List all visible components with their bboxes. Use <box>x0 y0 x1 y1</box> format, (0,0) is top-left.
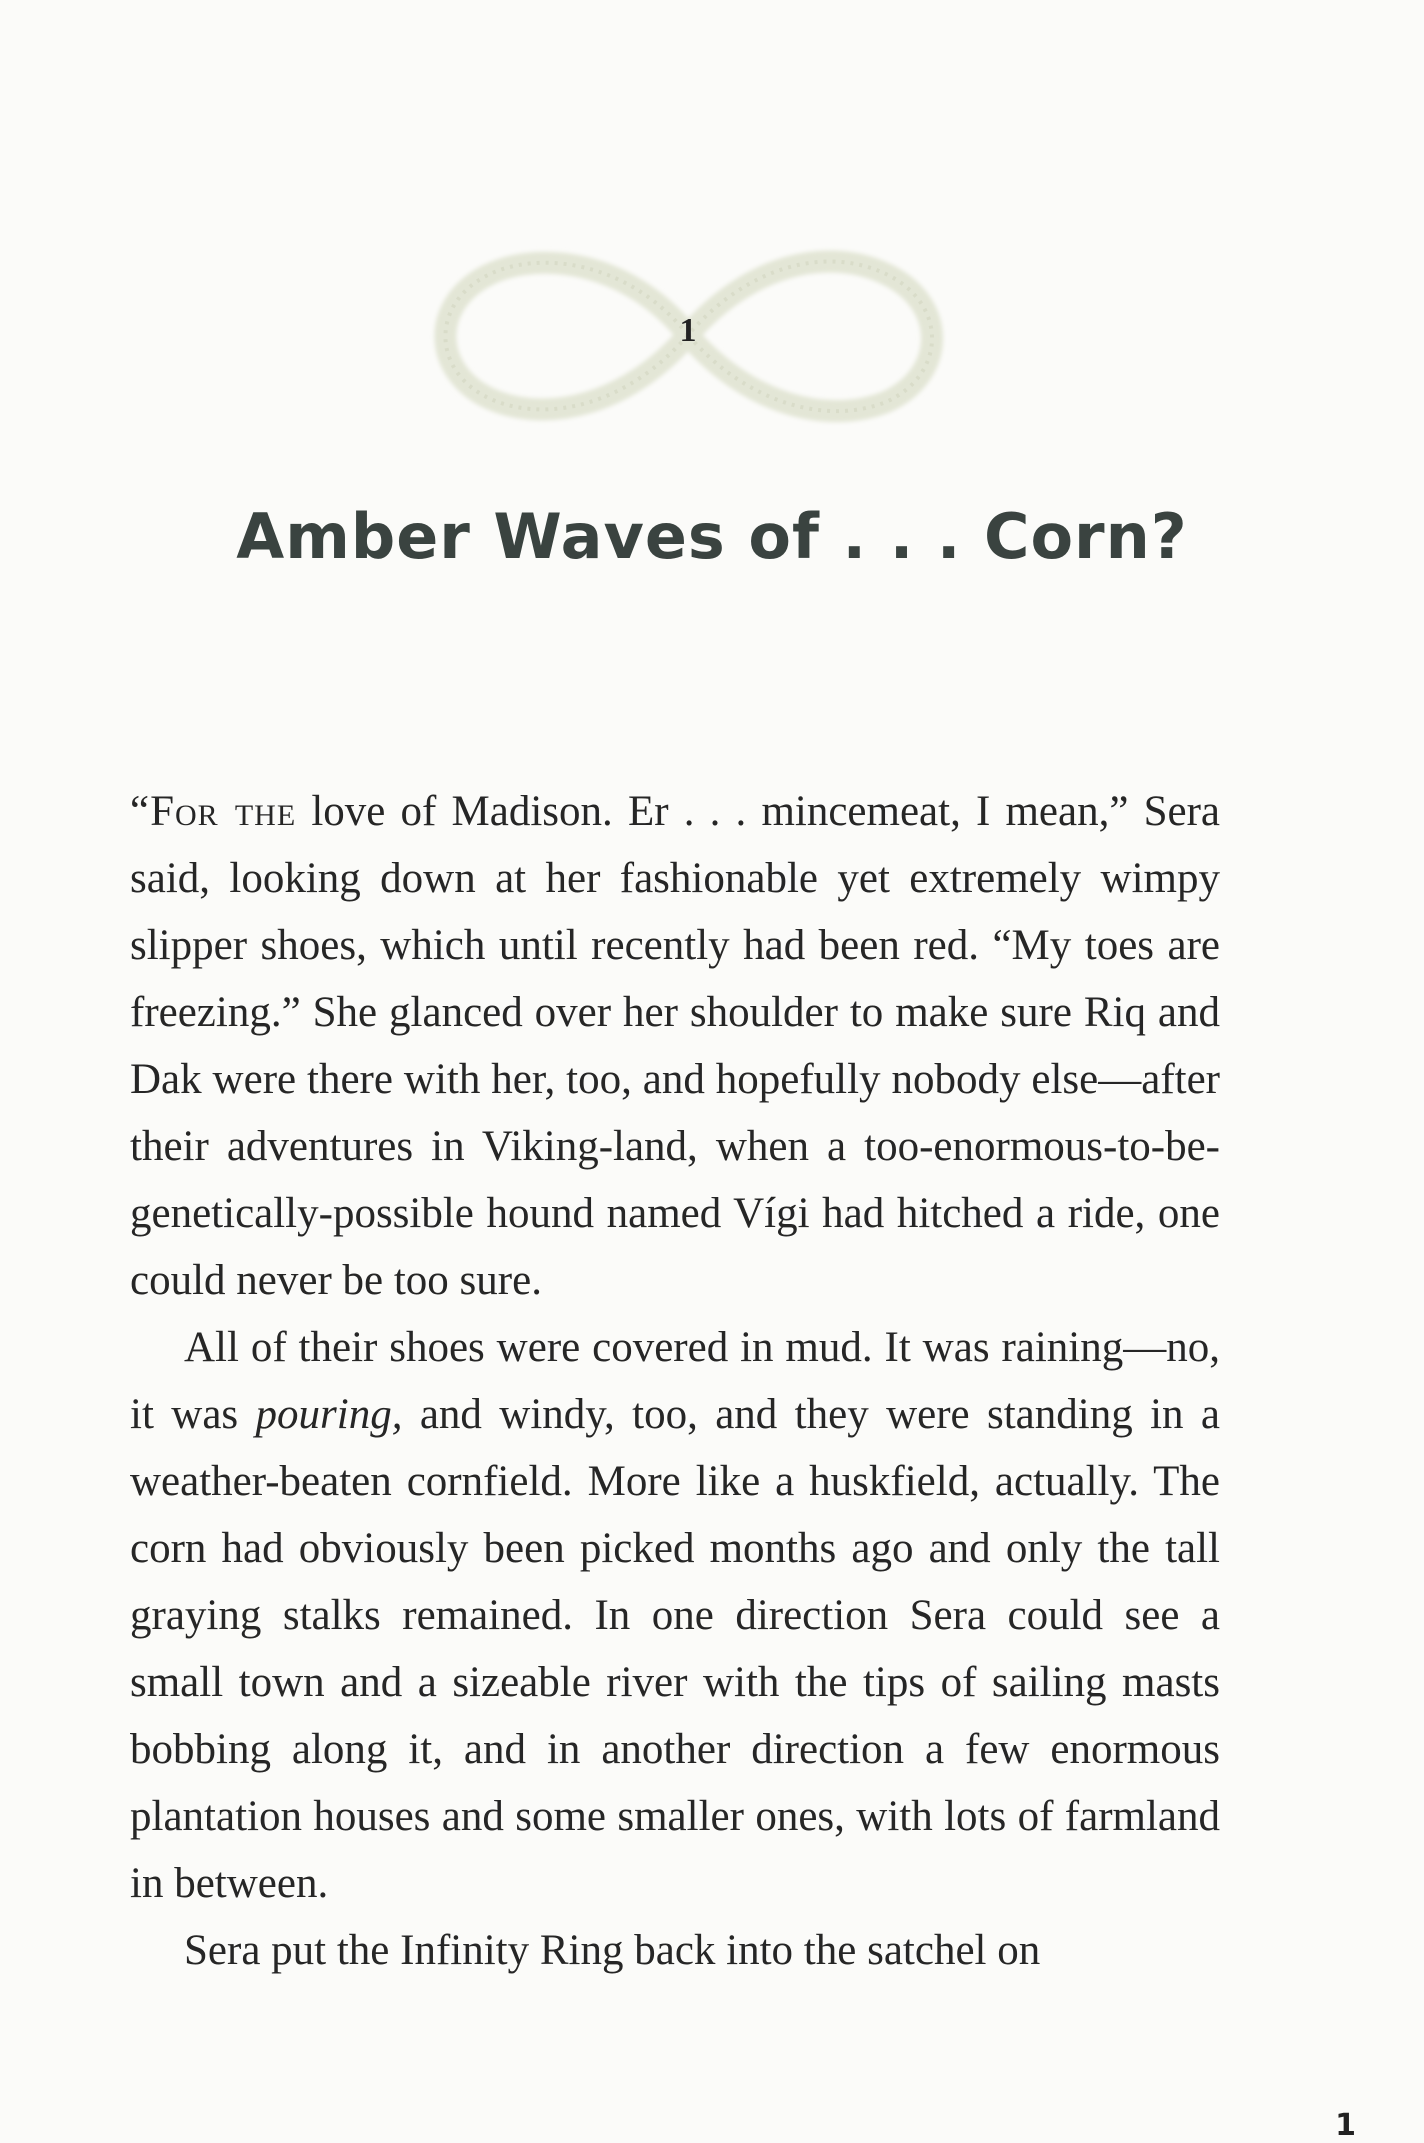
paragraph-1-text: love of Madison. Er . . . mincemeat, I mean,” Sera said, looking down at her fashionable yet extremely wimpy slipper shoes, which until recently had been red. “My toes are freezing.” She glanced over her shoulder to make sure Riq and Dak were there with her, too, and hopefully nobody else—after their adventures in Viking-land, when a too-enormous-to-be-genetically-possible hound named Vígi had hitched a ride, one could never be too sure. <box>130 788 1220 1304</box>
paragraph-3-text: Sera put the Infinity Ring back into the satchel on <box>184 1927 1041 1974</box>
chapter-body <box>130 778 1220 1984</box>
paragraph-2-text-start: All of their shoes were covered in mud. It was raining—no, it was <box>130 1324 1220 1438</box>
chapter-number: 1 <box>679 312 697 349</box>
paragraph-2-emphasis: pouring, <box>255 1391 403 1438</box>
paragraph-3 <box>130 1917 1220 1984</box>
paragraph-2 <box>130 1314 1220 1917</box>
paragraph-2-text-end: and windy, too, and they were standing in a weather-beaten cornfield. More like a huskfield, actually. The corn had obviously been picked months ago and only the tall graying stalks remained. In one direction Sera could see a small town and a sizeable river with the tips of sailing masts bobbing along it, and in another direction a few enormous plantation houses and some smaller ones, with lots of farmland in between. <box>130 1391 1220 1907</box>
paragraph-lead-in: “For the <box>130 788 297 835</box>
page-number: 1 <box>1335 2108 1356 2143</box>
chapter-title: Amber Waves of . . . Corn? <box>236 500 1188 573</box>
paragraph-1 <box>130 778 1220 1314</box>
